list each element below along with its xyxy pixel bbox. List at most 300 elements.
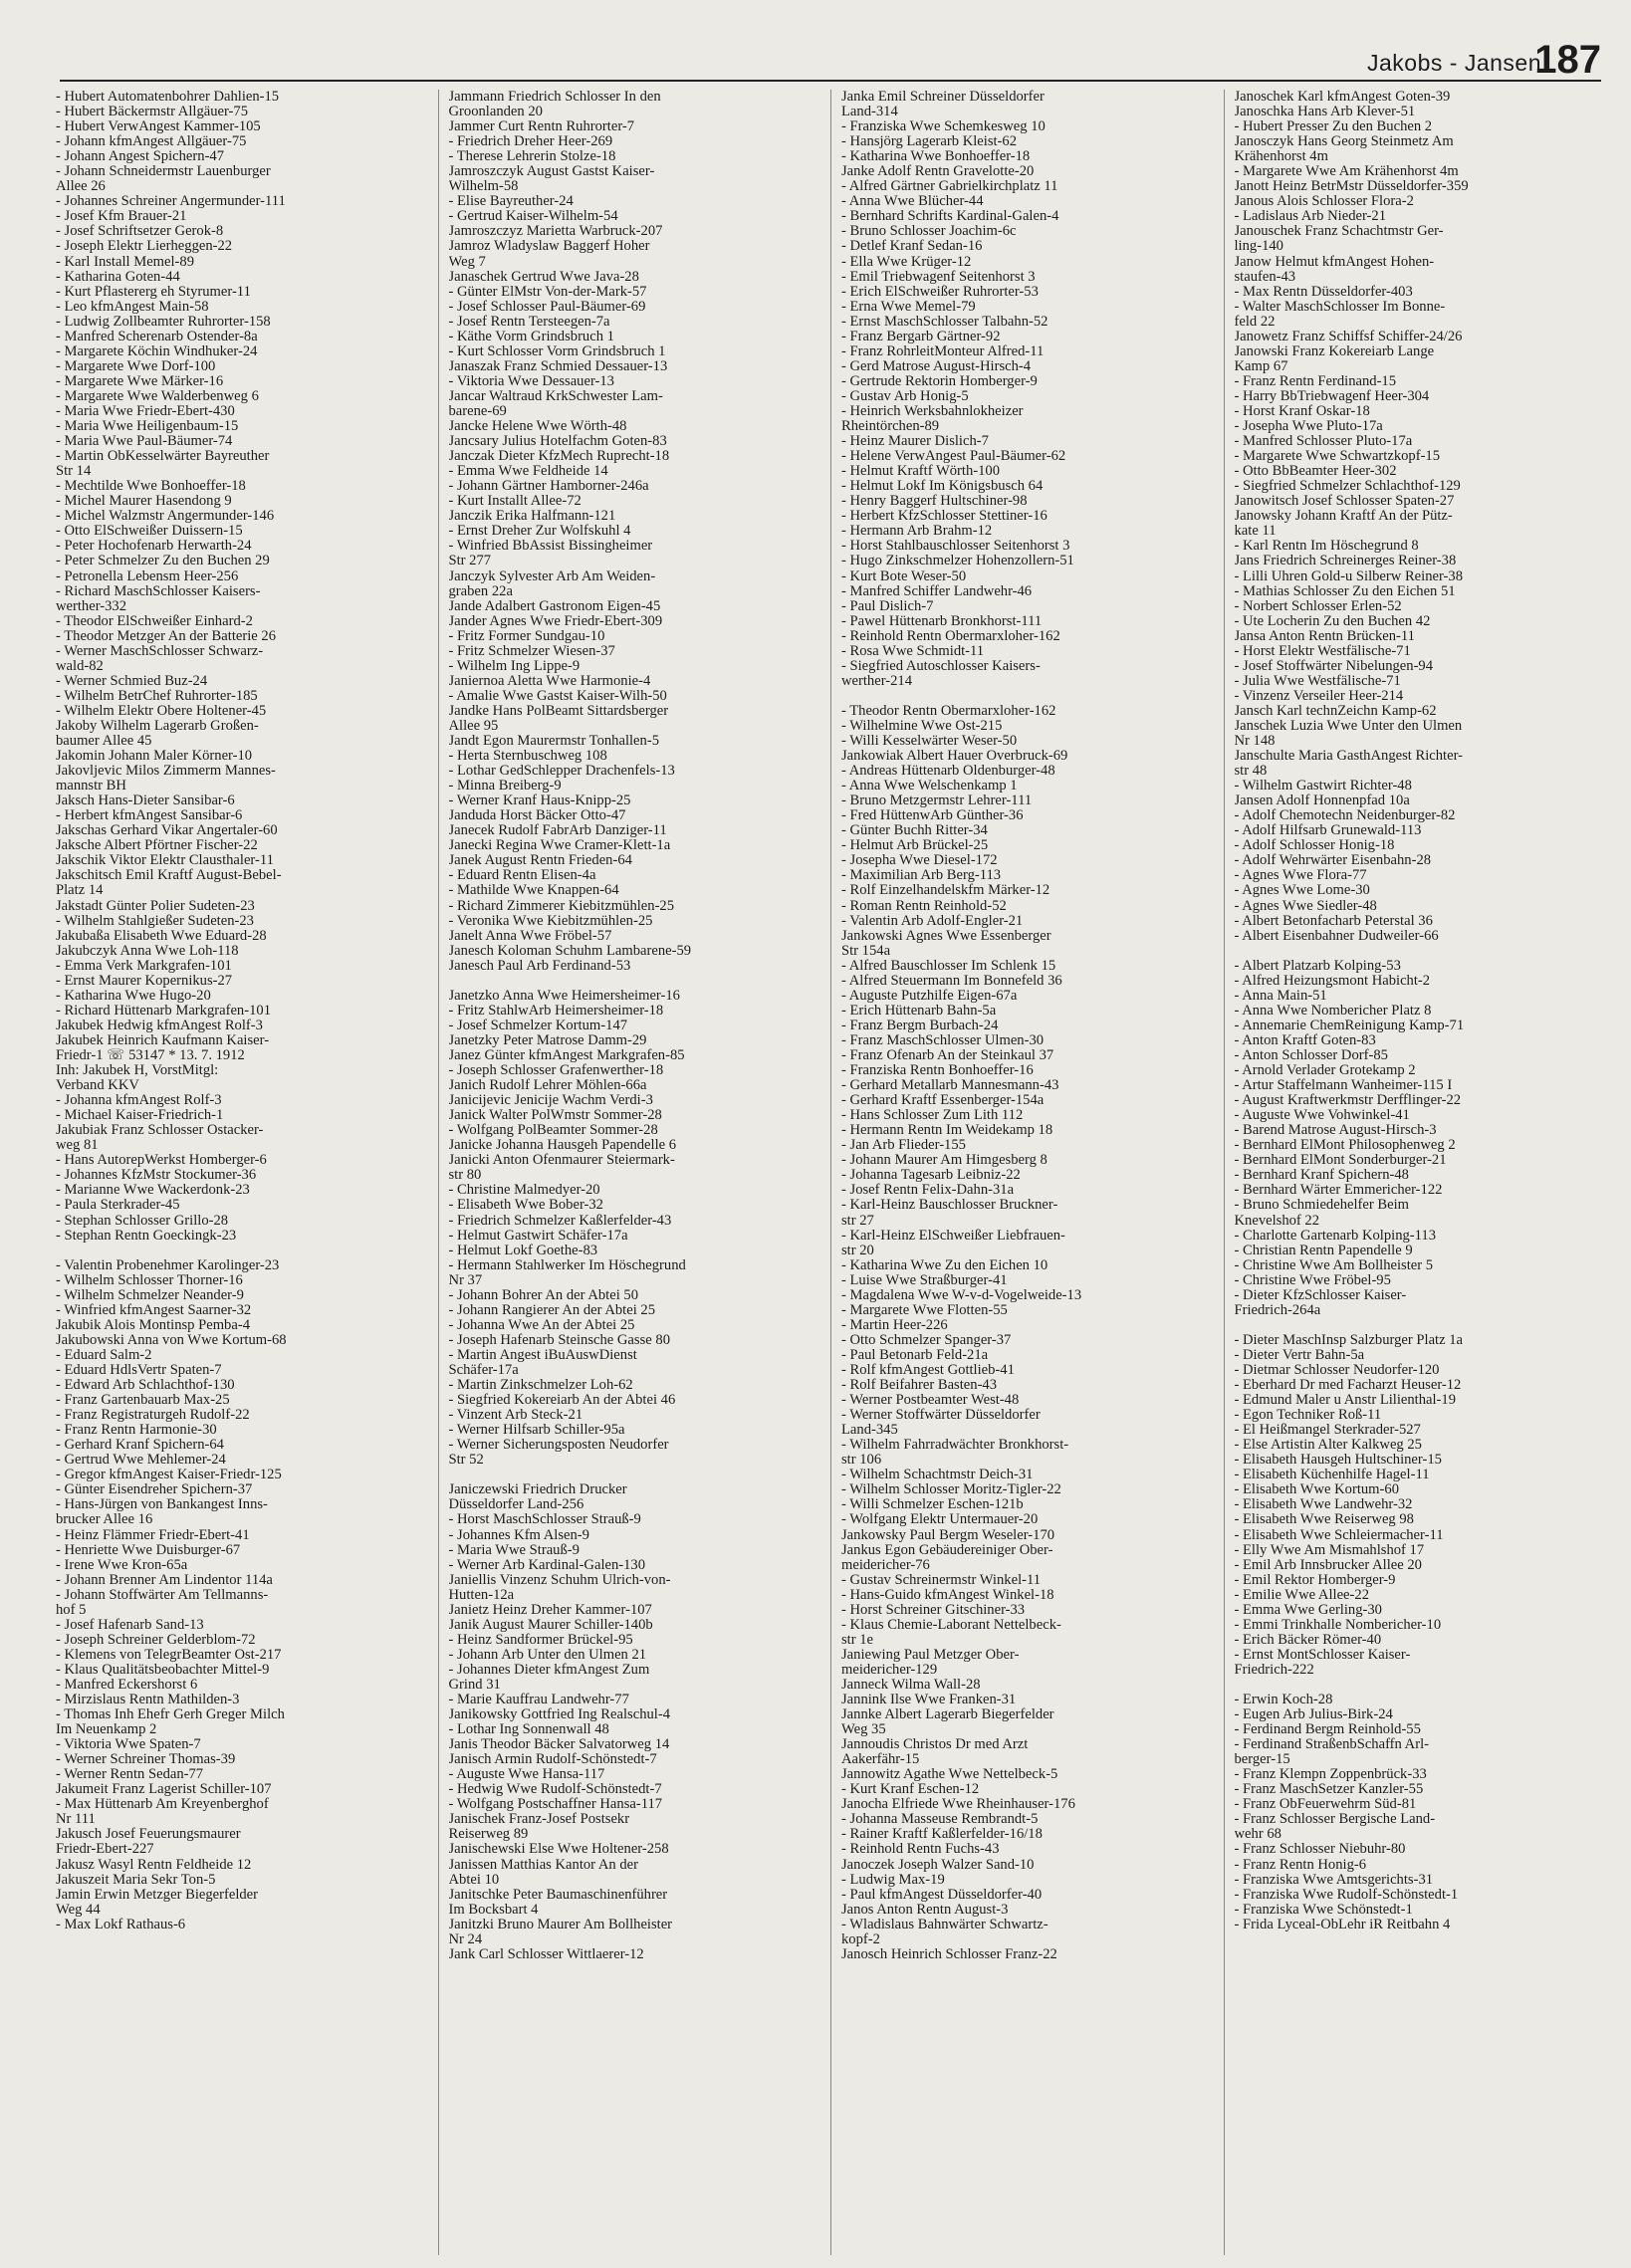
directory-entry: - Franz Rentn Ferdinand-15 <box>1234 373 1397 389</box>
directory-entry: Janocha Elfriede Wwe Rheinhauser-176 <box>841 1797 1075 1813</box>
directory-entry: Jammann Friedrich Schlosser In den <box>448 90 661 105</box>
directory-entry: Land-314 <box>841 105 898 120</box>
directory-entry: - Mechtilde Wwe Bonhoeffer-18 <box>56 479 246 495</box>
directory-entry: Janschek Luzia Wwe Unter den Ulmen <box>1234 718 1463 734</box>
directory-entry: Jansa Anton Rentn Brücken-11 <box>1234 628 1415 644</box>
directory-entry: Nr 148 <box>1234 734 1276 750</box>
directory-entry <box>1235 1678 1600 1693</box>
directory-entry: - Charlotte Gartenarb Kolping-113 <box>1234 1228 1436 1244</box>
directory-entry: Janoschek Karl kfmAngest Goten-39 <box>1234 90 1451 105</box>
directory-entry: - Hermann Stahlwerker Im Höschegrund <box>448 1257 686 1273</box>
directory-entry: - Adolf Wehrwärter Eisenbahn-28 <box>1234 853 1432 869</box>
directory-entry: Janaszak Franz Schmied Dessauer-13 <box>448 358 668 374</box>
directory-entry: - Manfred Eckershorst 6 <box>56 1677 198 1693</box>
directory-entry: Friedr-Ebert-227 <box>56 1842 154 1858</box>
directory-entry: - Wilhelm Ing Lippe-9 <box>448 658 581 674</box>
directory-entry: - Alfred Bauschlosser Im Schlenk 15 <box>841 958 1056 974</box>
directory-entry: - Franziska Wwe Rudolf-Schönstedt-1 <box>1234 1887 1459 1903</box>
directory-entry: Im Bocksbart 4 <box>448 1902 539 1918</box>
directory-entry: - Rosa Wwe Schmidt-11 <box>841 643 985 659</box>
directory-entry: Jakoby Wilhelm Lagerarb Großen- <box>56 718 259 734</box>
directory-entry: Janowsky Johann Kraftf An der Pütz- <box>1234 509 1453 525</box>
directory-entry: - Ernst Dreher Zur Wolfskuhl 4 <box>448 524 631 540</box>
directory-entry: Verband KKV <box>56 1078 139 1094</box>
directory-entry: meidericher-129 <box>841 1662 938 1678</box>
directory-entry: - Auguste Wwe Vohwinkel-41 <box>1234 1108 1410 1124</box>
directory-entry: Janiczewski Friedrich Drucker <box>448 1482 627 1498</box>
directory-entry: - Siegfried Kokereiarb An der Abtei 46 <box>448 1393 676 1409</box>
directory-entry: - Franz Rentn Harmonie-30 <box>56 1423 217 1439</box>
directory-entry: Jancsary Julius Hotelfachm Goten-83 <box>448 434 667 450</box>
directory-entry: - Rolf Beifahrer Basten-43 <box>841 1378 998 1394</box>
directory-entry: - Veronika Wwe Kiebitzmühlen-25 <box>448 913 653 929</box>
directory-entry: - Hubert Bäckermstr Allgäuer-75 <box>56 105 249 120</box>
directory-entry: ling-140 <box>1234 239 1283 255</box>
directory-entry: - Max Lokf Rathaus-6 <box>56 1917 186 1932</box>
directory-entry: Str 154a <box>841 943 891 959</box>
directory-entry: - Henry Baggerf Hultschiner-98 <box>841 494 1028 510</box>
directory-entry: - Katharina Goten-44 <box>56 269 180 285</box>
directory-entry: - Ferdinand StraßenbSchaffn Arl- <box>1234 1737 1429 1753</box>
directory-entry: - Hans AutorepWerkst Homberger-6 <box>56 1153 267 1169</box>
directory-entry: - Emma Wwe Gerling-30 <box>1234 1602 1382 1618</box>
directory-entry: - Gertrud Kaiser-Wilhelm-54 <box>448 209 618 225</box>
directory-entry: Jakubek Heinrich Kaufmann Kaiser- <box>56 1032 270 1048</box>
directory-entry: - Franz RohrleitMonteur Alfred-11 <box>841 343 1045 359</box>
page-header <box>60 40 1601 82</box>
directory-entry: - Bruno Schlosser Joachim-6c <box>841 224 1017 240</box>
directory-entry: - Magdalena Wwe W-v-d-Vogelweide-13 <box>841 1287 1082 1303</box>
directory-entry: Rheintörchen-89 <box>841 419 940 435</box>
directory-entry: - Lothar Ing Sonnenwall 48 <box>448 1722 609 1738</box>
directory-entry: Nr 24 <box>448 1931 483 1947</box>
directory-entry: - Wolfgang Elektr Untermauer-20 <box>841 1512 1039 1528</box>
directory-entry: - Josef Rentn Felix-Dahn-31a <box>841 1183 1015 1199</box>
directory-entry: - Elise Bayreuther-24 <box>448 194 574 210</box>
directory-entry: kopf-2 <box>841 1931 880 1947</box>
directory-entry: - Gustav Arb Honig-5 <box>841 388 969 404</box>
directory-entry: meidericher-76 <box>841 1557 930 1573</box>
directory-entry: - Hubert Presser Zu den Buchen 2 <box>1234 119 1433 135</box>
directory-entry: - Stephan Rentn Goeckingk-23 <box>56 1228 237 1244</box>
directory-entry: Jakubik Alois Montinsp Pemba-4 <box>56 1317 250 1333</box>
directory-entry: - Fritz StahlwArb Heimersheimer-18 <box>448 1003 664 1019</box>
directory-entry: - Theodor Rentn Obermarxloher-162 <box>841 703 1056 719</box>
directory-entry: - Stephan Schlosser Grillo-28 <box>56 1213 229 1229</box>
directory-entry: - Gregor kfmAngest Kaiser-Friedr-125 <box>56 1468 282 1483</box>
directory-entry: Janecki Regina Wwe Cramer-Klett-1a <box>448 838 671 854</box>
directory-entry: - Henriette Wwe Duisburger-67 <box>56 1542 241 1558</box>
directory-entry: Friedrich-264a <box>1234 1302 1321 1318</box>
directory-entry: Jande Adalbert Gastronom Eigen-45 <box>448 598 661 614</box>
directory-entry: - Werner Sicherungsposten Neudorfer <box>448 1438 669 1454</box>
directory-entry: - El Heißmangel Sterkrader-527 <box>1234 1423 1421 1439</box>
directory-entry: Janesch Koloman Schuhm Lambarene-59 <box>448 943 692 959</box>
directory-entry: - Elisabeth Wwe Schleiermacher-11 <box>1234 1527 1444 1543</box>
directory-entry: - Heinz Sandformer Brückel-95 <box>448 1632 633 1648</box>
directory-entry: - Horst Kranf Oskar-18 <box>1234 403 1370 419</box>
directory-entry: Janecek Rudolf FabrArb Danziger-11 <box>448 823 667 839</box>
directory-entry: Jankowski Agnes Wwe Essenberger <box>841 928 1051 944</box>
directory-entry: - Wilhelm Stahlgießer Sudeten-23 <box>56 913 254 929</box>
directory-entry: - Minna Breiberg-9 <box>448 779 562 794</box>
directory-entry: - Valentin Arb Adolf-Engler-21 <box>841 913 1024 929</box>
directory-entry: Jakschik Viktor Elektr Clausthaler-11 <box>56 853 274 869</box>
directory-entry: - Emmi Trinkhalle Nombericher-10 <box>1234 1617 1442 1633</box>
directory-entry: - Josef Kfm Brauer-21 <box>56 209 187 225</box>
directory-entry: - Johann Maurer Am Himgesberg 8 <box>841 1153 1048 1169</box>
directory-entry: - Eduard Salm-2 <box>56 1347 152 1363</box>
directory-entry: - Katharina Wwe Zu den Eichen 10 <box>841 1257 1048 1273</box>
directory-entry: - Werner Schreiner Thomas-39 <box>56 1752 236 1768</box>
directory-entry: Weg 7 <box>448 254 486 270</box>
directory-entry: - Herbert kfmAngest Sansibar-6 <box>56 808 243 824</box>
directory-entry: Jannink Ilse Wwe Franken-31 <box>841 1693 1017 1708</box>
directory-entry: - Hans-Jürgen von Bankangest Inns- <box>56 1497 268 1513</box>
directory-entry: - Horst Elektr Westfälische-71 <box>1234 643 1411 659</box>
directory-column-3 <box>841 90 1213 2255</box>
directory-entry: - Christine Malmedyer-20 <box>448 1183 600 1199</box>
directory-entry: Janous Alois Schlosser Flora-2 <box>1234 194 1414 210</box>
directory-entry: - Maria Wwe Strauß-9 <box>448 1542 580 1558</box>
directory-entry: - Friedrich Dreher Heer-269 <box>448 134 613 150</box>
directory-entry: Janischek Franz-Josef Postsekr <box>448 1812 630 1828</box>
directory-entry: - Johannes Schreiner Angermunder-111 <box>56 194 286 210</box>
directory-entry: - Elisabeth Wwe Landwehr-32 <box>1234 1497 1413 1513</box>
directory-entry: - Wilhelm Fahrradwächter Bronkhorst- <box>841 1438 1069 1454</box>
directory-entry: - Dieter KfzSchlosser Kaiser- <box>1234 1287 1407 1303</box>
directory-entry: - August Kraftwerkmstr Derfflinger-22 <box>1234 1093 1462 1109</box>
directory-entry: - Fritz Former Sundgau-10 <box>448 628 605 644</box>
directory-entry: - Herbert KfzSchlosser Stettiner-16 <box>841 509 1048 525</box>
directory-entry: werther-332 <box>56 598 127 614</box>
directory-entry: - Werner Hilfsarb Schiller-95a <box>448 1423 625 1439</box>
directory-entry: - Elisabeth Wwe Kortum-60 <box>1234 1482 1399 1498</box>
directory-entry: - Werner Kranf Haus-Knipp-25 <box>448 794 631 809</box>
directory-entry: - Wilhelm Schlosser Moritz-Tigler-22 <box>841 1482 1061 1498</box>
directory-entry: - Emilie Wwe Allee-22 <box>1234 1587 1369 1603</box>
directory-entry: - Karl-Heinz Bauschlosser Bruckner- <box>841 1198 1058 1214</box>
directory-entry: - Kurt Schlosser Vorm Grindsbruch 1 <box>448 343 666 359</box>
directory-entry: Jammer Curt Rentn Ruhrorter-7 <box>448 119 635 135</box>
directory-entry: Schäfer-17a <box>448 1362 519 1378</box>
directory-entry: - Johanna Masseuse Rembrandt-5 <box>841 1812 1039 1828</box>
directory-entry: Kamp 67 <box>1234 358 1288 374</box>
directory-entry: Janke Adolf Rentn Gravelotte-20 <box>841 164 1035 180</box>
directory-entry: Friedrich-222 <box>1234 1662 1314 1678</box>
directory-entry: - Margarete Wwe Schwartzkopf-15 <box>1234 449 1441 465</box>
directory-entry: - Erna Wwe Memel-79 <box>841 299 976 315</box>
directory-entry: - Josepha Wwe Pluto-17a <box>1234 419 1383 435</box>
directory-entry: - Elisabeth Küchenhilfe Hagel-11 <box>1234 1468 1430 1483</box>
directory-entry: - Luise Wwe Straßburger-41 <box>841 1272 1008 1288</box>
directory-entry: - Johann Gärtner Hamborner-246a <box>448 479 649 495</box>
directory-entry: - Gerhard Metallarb Mannesmann-43 <box>841 1078 1059 1094</box>
directory-entry: - Anna Main-51 <box>1234 988 1327 1004</box>
directory-entry: - Johann Stoffwärter Am Tellmanns- <box>56 1587 269 1603</box>
directory-entry: - Paul Betonarb Feld-21a <box>841 1347 989 1363</box>
directory-entry: - Heinz Maurer Dislich-7 <box>841 434 989 450</box>
directory-entry: - Franz Gartenbauarb Max-25 <box>56 1393 230 1409</box>
directory-entry: - Gertrud Wwe Mehlemer-24 <box>56 1453 226 1469</box>
directory-entry: - Ella Wwe Krüger-12 <box>841 254 972 270</box>
directory-entry: - Johann Arb Unter den Ulmen 21 <box>448 1647 647 1663</box>
directory-entry: - Wolfgang PolBeamter Sommer-28 <box>448 1123 658 1139</box>
directory-entry: feld 22 <box>1234 314 1276 330</box>
directory-entry: - Elly Wwe Am Mismahlshof 17 <box>1234 1542 1425 1558</box>
directory-entry: - Heinz Flämmer Friedr-Ebert-41 <box>56 1527 250 1543</box>
directory-entry: - Helmut Arb Brückel-25 <box>841 838 989 854</box>
directory-entry: Janczak Dieter KfzMech Ruprecht-18 <box>448 449 670 465</box>
directory-entry: Weg 35 <box>841 1722 886 1738</box>
directory-column-2 <box>449 90 820 2255</box>
directory-entry: - Franz ObFeuerwehrm Süd-81 <box>1234 1797 1417 1813</box>
directory-entry: - Albert Platzarb Kolping-53 <box>1234 958 1401 974</box>
directory-entry: - Erwin Koch-28 <box>1234 1693 1333 1708</box>
directory-entry: str 106 <box>841 1453 882 1469</box>
directory-entry: - Helmut Gastwirt Schäfer-17a <box>448 1228 628 1244</box>
directory-entry: werther-214 <box>841 673 913 689</box>
directory-entry: - Gerd Matrose August-Hirsch-4 <box>841 358 1032 374</box>
directory-entry: Janczik Erika Halfmann-121 <box>448 509 616 525</box>
directory-entry: - Elisabeth Wwe Reiserweg 98 <box>1234 1512 1414 1528</box>
directory-entry: Str 52 <box>448 1453 484 1469</box>
directory-entry: berger-15 <box>1234 1752 1290 1768</box>
directory-entry: - Wilhelm Elektr Obere Holtener-45 <box>56 703 267 719</box>
directory-entry: Janicki Anton Ofenmaurer Steiermark- <box>448 1153 675 1169</box>
directory-entry: - Martin ObKesselwärter Bayreuther <box>56 449 270 465</box>
directory-entry: - Wilhelm Schachtmstr Deich-31 <box>841 1468 1034 1483</box>
directory-entry: - Else Artistin Alter Kalkweg 25 <box>1234 1438 1422 1454</box>
directory-entry: Jakubaßa Elisabeth Wwe Eduard-28 <box>56 928 267 944</box>
directory-entry: - Peter Hochofenarb Herwarth-24 <box>56 539 252 555</box>
directory-column-1 <box>56 90 427 2255</box>
directory-entry: Jamroszczyk August Gastst Kaiser- <box>448 164 655 180</box>
directory-entry: - Johann Angest Spichern-47 <box>56 149 225 165</box>
directory-entry: Janez Günter kfmAngest Markgrafen-85 <box>448 1048 685 1063</box>
directory-entry: - Wilhelm BetrChef Ruhrorter-185 <box>56 688 258 704</box>
directory-entry: Janneck Wilma Wall-28 <box>841 1677 981 1693</box>
directory-entry: - Margarete Wwe Flotten-55 <box>841 1302 1008 1318</box>
directory-entry: - Lothar GedSchlepper Drachenfels-13 <box>448 764 675 780</box>
directory-entry: - Wilhelm Schlosser Thorner-16 <box>56 1272 243 1288</box>
directory-entry: Janos Anton Rentn August-3 <box>841 1902 1009 1918</box>
directory-entry: - Anna Wwe Nombericher Platz 8 <box>1234 1003 1432 1019</box>
directory-entry: - Johann Bohrer An der Abtei 50 <box>448 1287 638 1303</box>
directory-entry: - Josef Schriftsetzer Gerok-8 <box>56 224 224 240</box>
directory-entry: - Günter Eisendreher Spichern-37 <box>56 1482 253 1498</box>
directory-entry: - Dietmar Schlosser Neudorfer-120 <box>1234 1362 1440 1378</box>
directory-entry: Janowitsch Josef Schlosser Spaten-27 <box>1234 494 1455 510</box>
directory-entry: Jaksch Hans-Dieter Sansibar-6 <box>56 794 235 809</box>
directory-entry: - Karl Rentn Im Höschegrund 8 <box>1234 539 1419 555</box>
directory-entry: - Ernst MaschSchlosser Talbahn-52 <box>841 314 1048 330</box>
directory-entry: Janikowsky Gottfried Ing Realschul-4 <box>448 1707 671 1723</box>
directory-entry: - Anna Wwe Welschenkamp 1 <box>841 779 1018 794</box>
directory-entry: Grind 31 <box>448 1677 501 1693</box>
directory-entry: - Herta Sternbuschweg 108 <box>448 749 607 765</box>
directory-entry: - Petronella Lebensm Heer-256 <box>56 568 239 584</box>
directory-entry: Jamroz Wladyslaw Baggerf Hoher <box>448 239 650 255</box>
directory-entry: - Helene VerwAngest Paul-Bäumer-62 <box>841 449 1066 465</box>
directory-entry: Platz 14 <box>56 883 104 899</box>
directory-entry: - Jan Arb Flieder-155 <box>841 1138 966 1154</box>
page-number: 187 <box>1534 38 1601 82</box>
directory-entry: - Manfred Schlosser Pluto-17a <box>1234 434 1413 450</box>
directory-entry: - Josef Hafenarb Sand-13 <box>56 1617 204 1633</box>
directory-entry: - Auguste Wwe Hansa-117 <box>448 1767 605 1783</box>
directory-entry: - Willi Schmelzer Eschen-121b <box>841 1497 1024 1513</box>
directory-entry: - Rolf kfmAngest Gottlieb-41 <box>841 1362 1015 1378</box>
directory-entry: - Johannes Dieter kfmAngest Zum <box>448 1662 650 1678</box>
directory-entry: Janich Rudolf Lehrer Möhlen-66a <box>448 1078 647 1094</box>
directory-entry: - Frida Lyceal-ObLehr iR Reitbahn 4 <box>1234 1917 1451 1932</box>
directory-entry: - Albert Betonfacharb Peterstal 36 <box>1234 913 1433 929</box>
directory-entry: - Katharina Wwe Bonhoeffer-18 <box>841 149 1031 165</box>
directory-entry: - Annemarie ChemReinigung Kamp-71 <box>1234 1018 1465 1033</box>
directory-entry: - Josepha Wwe Diesel-172 <box>841 853 998 869</box>
directory-entry: - Theodor Metzger An der Batterie 26 <box>56 628 276 644</box>
directory-entry: - Manfred Schiffer Landwehr-46 <box>841 583 1033 599</box>
directory-entry: Janosczyk Hans Georg Steinmetz Am <box>1234 134 1454 150</box>
directory-entry: - Gertrude Rektorin Homberger-9 <box>841 373 1038 389</box>
directory-entry: - Josef Schlosser Paul-Bäumer-69 <box>448 299 646 315</box>
directory-entry: - Franz Registraturgeh Rudolf-22 <box>56 1408 250 1424</box>
directory-entry: - Lilli Uhren Gold-u Silberw Reiner-38 <box>1234 568 1464 584</box>
directory-entry: Janowski Franz Kokereiarb Lange <box>1234 343 1435 359</box>
directory-entry: Jakstadt Günter Polier Sudeten-23 <box>56 898 255 914</box>
directory-entry: - Norbert Schlosser Erlen-52 <box>1234 598 1402 614</box>
directory-entry: Reiserweg 89 <box>448 1827 529 1843</box>
directory-entry: Jakomin Johann Maler Körner-10 <box>56 749 253 765</box>
directory-entry: - Helmut Lokf Im Königsbusch 64 <box>841 479 1044 495</box>
directory-entry: Str 277 <box>448 554 492 569</box>
directory-entry: - Egon Techniker Roß-11 <box>1234 1408 1382 1424</box>
directory-entry: str 27 <box>841 1213 874 1229</box>
directory-entry: Jannoudis Christos Dr med Arzt <box>841 1737 1029 1753</box>
directory-entry: - Mirzislaus Rentn Mathilden-3 <box>56 1693 240 1708</box>
directory-entry: Friedr-1 ☏ 53147 * 13. 7. 1912 <box>56 1048 245 1063</box>
directory-entry: - Werner Rentn Sedan-77 <box>56 1767 204 1783</box>
directory-entry: - Hermann Arb Brahm-12 <box>841 524 993 540</box>
directory-entry: - Dieter MaschInsp Salzburger Platz 1a <box>1234 1332 1464 1348</box>
directory-entry: - Emil Triebwagenf Seitenhorst 3 <box>841 269 1036 285</box>
directory-entry: - Andreas Hüttenarb Oldenburger-48 <box>841 764 1055 780</box>
directory-entry: - Margarete Köchin Windhuker-24 <box>56 343 258 359</box>
directory-entry: - Franz Ofenarb An der Steinkaul 37 <box>841 1048 1054 1063</box>
directory-entry: - Wilhelmine Wwe Ost-215 <box>841 718 1003 734</box>
directory-entry: - Albert Eisenbahner Dudweiler-66 <box>1234 928 1439 944</box>
directory-entry: Str 14 <box>56 464 92 480</box>
directory-entry: hof 5 <box>56 1602 87 1618</box>
directory-entry: Jakubczyk Anna Wwe Loh-118 <box>56 943 239 959</box>
directory-entry: - Adolf Hilfsarb Grunewald-113 <box>1234 823 1422 839</box>
directory-entry <box>56 1244 421 1258</box>
directory-entry: Land-345 <box>841 1423 898 1439</box>
directory-entry: - Hans Schlosser Zum Lith 112 <box>841 1108 1024 1124</box>
directory-entry: - Emma Verk Markgrafen-101 <box>56 958 232 974</box>
directory-entry: - Johanna Tagesarb Leibniz-22 <box>841 1168 1021 1184</box>
directory-entry: - Margarete Wwe Walderbenweg 6 <box>56 388 259 404</box>
directory-entry: Janelt Anna Wwe Fröbel-57 <box>448 928 612 944</box>
directory-entry: - Werner Schmied Buz-24 <box>56 673 208 689</box>
directory-entry: - Viktoria Wwe Dessauer-13 <box>448 373 614 389</box>
directory-entry: Janowetz Franz Schiffsf Schiffer-24/26 <box>1234 329 1463 344</box>
directory-entry: Jandke Hans PolBeamt Sittardsberger <box>448 703 669 719</box>
directory-entry: - Rolf Einzelhandelskfm Märker-12 <box>841 883 1050 899</box>
directory-entry: - Richard MaschSchlosser Kaisers- <box>56 583 261 599</box>
directory-entry: - Franz MaschSchlosser Ulmen-30 <box>841 1032 1045 1048</box>
directory-entry: Jakubek Hedwig kfmAngest Rolf-3 <box>56 1018 263 1033</box>
directory-entry: - Ernst Maurer Kopernikus-27 <box>56 973 233 989</box>
directory-entry: - Franz Schlosser Niebuhr-80 <box>1234 1842 1406 1858</box>
directory-entry: Jankus Egon Gebäudereiniger Ober- <box>841 1542 1053 1558</box>
directory-entry: Jansch Karl technZeichn Kamp-62 <box>1234 703 1437 719</box>
directory-entry: - Christian Rentn Papendelle 9 <box>1234 1243 1413 1258</box>
directory-entry: graben 22a <box>448 583 513 599</box>
directory-entry: - Elisabeth Wwe Bober-32 <box>448 1198 603 1214</box>
directory-entry: - Eduard HdlsVertr Spaten-7 <box>56 1362 222 1378</box>
directory-entry: Jandt Egon Maurermstr Tonhallen-5 <box>448 734 659 750</box>
directory-entry: Janiernoa Aletta Wwe Harmonie-4 <box>448 673 651 689</box>
directory-entry: Jancar Waltraud KrkSchwester Lam- <box>448 388 663 404</box>
directory-entry: - Fritz Schmelzer Wiesen-37 <box>448 643 615 659</box>
directory-entry: Jakubiak Franz Schlosser Ostacker- <box>56 1123 264 1139</box>
directory-entry: str 80 <box>448 1168 482 1184</box>
directory-entry: Nr 37 <box>448 1272 483 1288</box>
directory-entry: - Richard Hüttenarb Markgrafen-101 <box>56 1003 271 1019</box>
directory-entry: - Michael Kaiser-Friedrich-1 <box>56 1108 224 1124</box>
directory-entry: - Peter Schmelzer Zu den Buchen 29 <box>56 554 270 569</box>
directory-entry: - Christine Wwe Am Bollheister 5 <box>1234 1257 1434 1273</box>
directory-entry: - Maria Wwe Heiligenbaum-15 <box>56 419 239 435</box>
directory-entry: - Bernhard Wärter Emmericher-122 <box>1234 1183 1443 1199</box>
directory-entry: - Hedwig Wwe Rudolf-Schönstedt-7 <box>448 1782 662 1798</box>
directory-entry: Jamin Erwin Metzger Biegerfelder <box>56 1887 259 1903</box>
directory-entry: - Eduard Rentn Elisen-4a <box>448 868 596 884</box>
directory-entry: Janetzko Anna Wwe Heimersheimer-16 <box>448 988 680 1004</box>
directory-entry: - Martin Zinkschmelzer Loh-62 <box>448 1378 633 1394</box>
directory-entry: - Josef Rentn Tersteegen-7a <box>448 314 610 330</box>
directory-entry: - Vinzenz Verseiler Heer-214 <box>1234 688 1404 704</box>
directory-entry: - Kurt Installt Allee-72 <box>448 494 582 510</box>
directory-entry: - Alfred Heizungsmont Habicht-2 <box>1234 973 1431 989</box>
directory-entry: - Siegfried Autoschlosser Kaisers- <box>841 658 1041 674</box>
directory-entry: Janischewski Else Wwe Holtener-258 <box>448 1842 669 1858</box>
directory-entry: Jank Carl Schlosser Wittlaerer-12 <box>448 1946 644 1962</box>
directory-entry: Janiellis Vinzenz Schuhm Ulrich-von- <box>448 1572 671 1588</box>
directory-entry: - Max Hüttenarb Am Kreyenberghof <box>56 1797 269 1813</box>
directory-entry: - Bruno Metzgermstr Lehrer-111 <box>841 794 1033 809</box>
directory-entry: - Eberhard Dr med Facharzt Heuser-12 <box>1234 1378 1462 1394</box>
directory-entry: Janduda Horst Bäcker Otto-47 <box>448 808 626 824</box>
directory-entry: - Johanna Wwe An der Abtei 25 <box>448 1317 635 1333</box>
directory-entry: - Joseph Schreiner Gelderblom-72 <box>56 1632 256 1648</box>
directory-entry: - Joseph Schlosser Grafenwerther-18 <box>448 1063 664 1079</box>
directory-entry: - Bernhard Schrifts Kardinal-Galen-4 <box>841 209 1059 225</box>
directory-entry: - Christine Wwe Fröbel-95 <box>1234 1272 1391 1288</box>
directory-entry: - Emil Rektor Homberger-9 <box>1234 1572 1396 1588</box>
directory-entry: - Amalie Wwe Gastst Kaiser-Wilh-50 <box>448 688 667 704</box>
directory-entry: Knevelshof 22 <box>1234 1213 1320 1229</box>
directory-entry: - Franz Klempn Zoppenbrück-33 <box>1234 1767 1427 1783</box>
directory-entry: - Hermann Rentn Im Weidekamp 18 <box>841 1123 1053 1139</box>
directory-entry: - Manfred Scherenarb Ostender-8a <box>56 329 258 344</box>
directory-entry: Janik August Maurer Schiller-140b <box>448 1617 653 1633</box>
directory-entry: - Richard Zimmerer Kiebitzmühlen-25 <box>448 898 675 914</box>
directory-entry: - Franz Bergm Burbach-24 <box>841 1018 999 1033</box>
directory-entry: - Reinhold Rentn Fuchs-43 <box>841 1842 1000 1858</box>
